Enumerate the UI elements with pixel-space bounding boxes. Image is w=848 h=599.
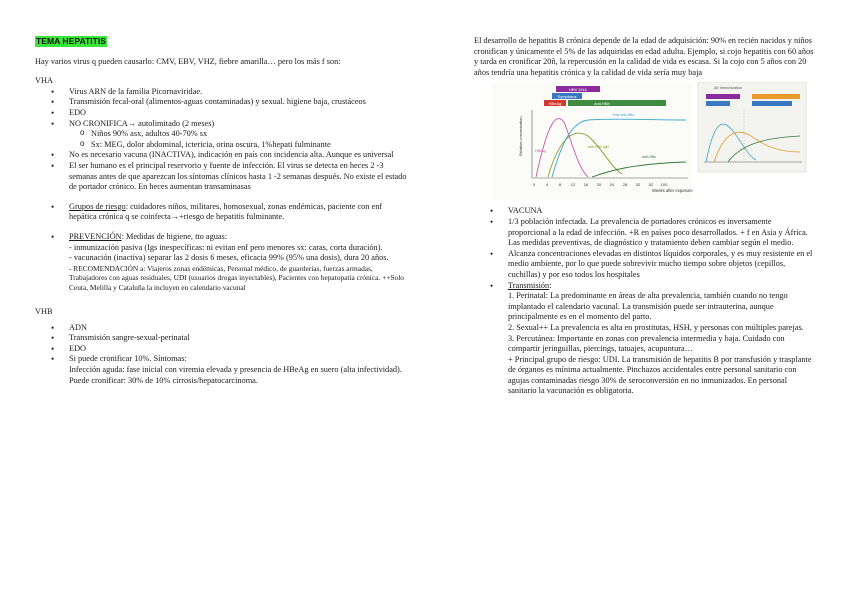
prevencion-label: PREVENCIÓN xyxy=(69,231,122,241)
x-tick-label: 100 xyxy=(660,182,668,188)
inset-bar xyxy=(706,101,730,106)
x-tick-label: 4 xyxy=(545,182,549,188)
page-title: TEMA HEPATITIS xyxy=(36,36,107,46)
right-column xyxy=(474,36,814,397)
x-tick-label: 8 xyxy=(558,182,562,188)
vacuna-list xyxy=(474,206,814,397)
x-tick-label: 0 xyxy=(532,182,536,188)
prevencion-list xyxy=(35,232,410,293)
serology-chart xyxy=(492,82,812,200)
list-item: • Virus ARN de la familia Picornaviridae. xyxy=(35,87,410,98)
inset-bar xyxy=(706,94,740,99)
x-tick-label: 28 xyxy=(622,182,628,188)
riesgo-list xyxy=(35,202,410,223)
bar-anti-hbe xyxy=(568,100,666,106)
series-label: HBsAg xyxy=(535,149,547,154)
bar-label: anti-HBe xyxy=(594,101,610,107)
list-item: • EDO xyxy=(35,344,410,355)
transmision-line: 2. Sexual++ La prevalencia es alta en prostitutas, HSH, y personas con múltiples parejas. xyxy=(508,322,804,332)
list-item-text: • Si puede cronificar 10%. Síntomas: xyxy=(69,354,187,364)
x-tick-label: 20 xyxy=(596,182,602,188)
riesgo-text: : cuidadores niños, militares, homosexual, zonas endémicas, paciente con enf hepática crónica q se coinfecta→+riesgo de hepatitis fulminante. xyxy=(69,201,383,222)
x-tick-label: 32 xyxy=(635,182,641,188)
transmision-line: + Principal grupo de riesgo: UDI. La transmisión de hepatitis B por transfusión y trasplante de órganos es mínima actualmente. Pinchazos accidentales entre personal sanitario con agujas contaminadas riesgo 30% de seroconversión en no inmunizados. En personal sanitario la vacunación es obligatoria. xyxy=(508,354,812,396)
x-tick-label: 12 xyxy=(570,182,576,188)
vhb-heading: VHB xyxy=(35,307,53,317)
list-item: • Transmisión fecal-oral (alimentos-aguas contaminadas) y sexual. higiene baja, crustáceos xyxy=(35,97,410,108)
list-item xyxy=(35,119,410,151)
transmision-line: 3. Percutánea: Importante en zonas con prevalencia intermedia y baja. Cuidado con compartir jeringuillas, piercings, tatuajes, acupuntura… xyxy=(508,333,785,354)
list-item: • EDO xyxy=(35,108,410,119)
x-tick-label: 52 xyxy=(648,182,654,188)
intro-text: Hay varios virus q pueden causarlo: CMV, EBV, VHZ, fiebre amarilla… pero los más f son: xyxy=(35,56,341,66)
cronicidad-paragraph: El desarrollo de hepatitis B crónica depende de la edad de adquisición: 90% en recién nacidos y niños cronifican y únicamente el 5% de las adquiridas en edad adulta. Ejemplo, si cojo hepatitis con 60 años y tarda en cronificar 20ñ, la repercusión en la calidad de vida es escasa. Si la cojo con 5 años con 20 años tendría una hepatitis crónica y la calidad de vida sería muy baja xyxy=(474,36,814,77)
vhb-list xyxy=(35,323,410,387)
series-label: anti-HBs xyxy=(642,155,656,160)
vha-heading: VHA xyxy=(35,76,53,86)
prevencion-line: - inmunización pasiva (Igs inespecíficas: ni evitan enf pero menores sx: caras, corta duración). xyxy=(69,242,383,252)
prevencion-line: - vacunación (inactiva) separar las 2 dosis 6 meses, eficacia 99% (95% una dosis), dura 20 años. xyxy=(69,253,389,263)
list-item xyxy=(35,202,410,223)
list-item-text: Puede cronificar: 30% de 10% cirrosis/hepatocarcinoma. xyxy=(69,375,258,385)
list-item: • 1/3 población infectada. La prevalencia de portadores crónicos es inversamente proporcional a la edad de infección. +R en países poco desarrollados. + f en Asia y África. Las medidas preventivas, de diagnóstico y tratamiento deben cambiar según el medio. xyxy=(474,217,814,249)
list-item: • Alcanza concentraciones elevadas en distintos líquidos corporales, y es muy resistente en el medio ambiente, por lo que puede sobrevivir mucho tiempo sobre objetos (cepillos, cuchillas) y por eso todos los hospitales xyxy=(474,249,814,281)
inset-label: Ab Immunization xyxy=(714,86,743,91)
riesgo-label: Grupos de riesgo xyxy=(69,201,126,211)
inset-bar xyxy=(752,94,800,99)
list-item: • VACUNA xyxy=(474,206,814,217)
list-item xyxy=(474,281,814,398)
list-item-text: NO CRONIFICA→ autolimitado (2 meses) xyxy=(69,118,215,128)
vha-list xyxy=(35,87,410,193)
sub-item: o Niños 90% asx, adultos 40-70% sx xyxy=(35,129,410,140)
bar-label: Symptoms xyxy=(557,94,577,100)
bar-label: HBeAg xyxy=(548,101,562,107)
prevencion-text: : Medidas de higiene, tto aguas: xyxy=(121,231,228,241)
list-item: • Transmisión sangre-sexual-perinatal xyxy=(35,333,410,344)
list-item-text: Infección aguda: fase inicial con viremia elevada y presencia de HBeAg en suero (alta infectividad). xyxy=(69,365,402,375)
transmision-colon: : xyxy=(549,280,552,290)
x-axis-label: Weeks after exposure xyxy=(652,188,693,194)
list-item: • El ser humano es el principal reservorio y fuente de infección. El virus se detecta en heces 2 -3 semanas antes de que aparezcan los síntomas clínicos hasta 1 -2 semanas después. No existe el estado de portador crónico. En heces aumentan transaminasas xyxy=(35,161,410,193)
left-column xyxy=(35,36,410,386)
series-label: anti-HBc IgM xyxy=(588,145,609,150)
sub-list xyxy=(35,129,410,150)
bar-label: HBV DNA xyxy=(569,87,587,93)
serology-chart-svg xyxy=(492,82,812,200)
transmision-line: 1. Perinatal: La predominante en áreas de alta prevalencia, también cuando no tengo implantado el calendario vacunal. La transmisión puede ser intrauterina, aunque principalmente es en el momento del parto. xyxy=(508,291,788,322)
list-item: • No es necesario vacuna (INACTIVA), indicación en país con incidencia alta. Aunque es universal xyxy=(35,150,410,161)
inset-bar xyxy=(752,101,792,106)
prevencion-line: - RECOMENDACIÓN a: Viajeros zonas endémicas, Personal médico, de guarderías, fuerzas armadas, Trabajadores con aguas residuales, UDI (usuarios drogas inyectables), Pacientes con hepatopatía crónica. ++Solo Ceuta, Melilla y Cataluña la incluyen en calendario vacunal xyxy=(69,263,404,293)
list-item xyxy=(35,354,410,386)
x-tick-label: 16 xyxy=(583,182,589,188)
sub-item: o Sx: MEG, dolor abdominal, ictericia, orina oscura, 1%hepati fulminante xyxy=(35,140,410,151)
list-item xyxy=(35,232,410,293)
x-tick-label: 24 xyxy=(609,182,615,188)
y-axis-label: Relative concentration xyxy=(518,116,523,157)
series-label: Total anti-HBc xyxy=(612,113,635,118)
transmision-label: Transmisión xyxy=(508,280,550,290)
list-item: • ADN xyxy=(35,323,410,334)
